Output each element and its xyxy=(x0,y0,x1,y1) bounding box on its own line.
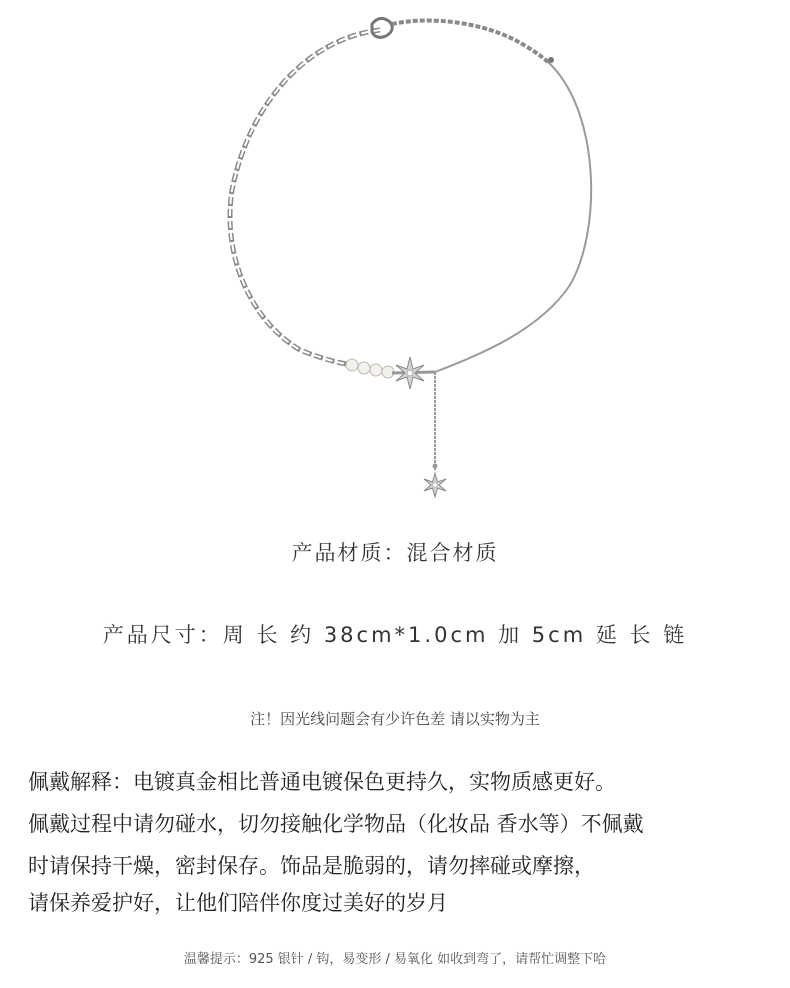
pearl xyxy=(370,364,382,376)
pearl xyxy=(358,362,370,374)
color-note: 注！因光线问题会有少许色差 请以实物为主 xyxy=(250,710,540,728)
drop-bead xyxy=(433,464,438,469)
extender-chain xyxy=(392,21,548,62)
star-charm-pendant xyxy=(424,473,446,497)
clasp xyxy=(372,18,392,37)
link-chain xyxy=(230,30,380,366)
extender-end xyxy=(548,57,554,63)
wear-line: 佩戴解释：电镀真金相比普通电镀保色更持久，实物质感更好。 xyxy=(28,770,616,794)
thin-chain xyxy=(435,62,591,372)
pearl xyxy=(346,359,358,371)
wear-line: 时请保持干燥，密封保存。饰品是脆弱的，请勿摔碰或摩擦， xyxy=(28,854,595,878)
wear-line: 佩戴过程中请勿碰水，切勿接触化学物品（化妆品 香水等）不佩戴 xyxy=(28,812,644,836)
material-text: 产品材质：混合材质 xyxy=(291,541,499,565)
tip-text: 温馨提示：925 银针 / 钩，易变形 / 易氧化 如收到弯了，请帮忙调整下哈 xyxy=(183,952,607,967)
link-chain-inner xyxy=(230,30,380,366)
pearls xyxy=(346,359,394,378)
wear-line: 请保养爱护好，让他们陪伴你度过美好的岁月 xyxy=(28,891,448,915)
size-text: 产品尺寸：周 长 约 38cm*1.0cm 加 5cm 延 长 链 xyxy=(102,623,688,647)
